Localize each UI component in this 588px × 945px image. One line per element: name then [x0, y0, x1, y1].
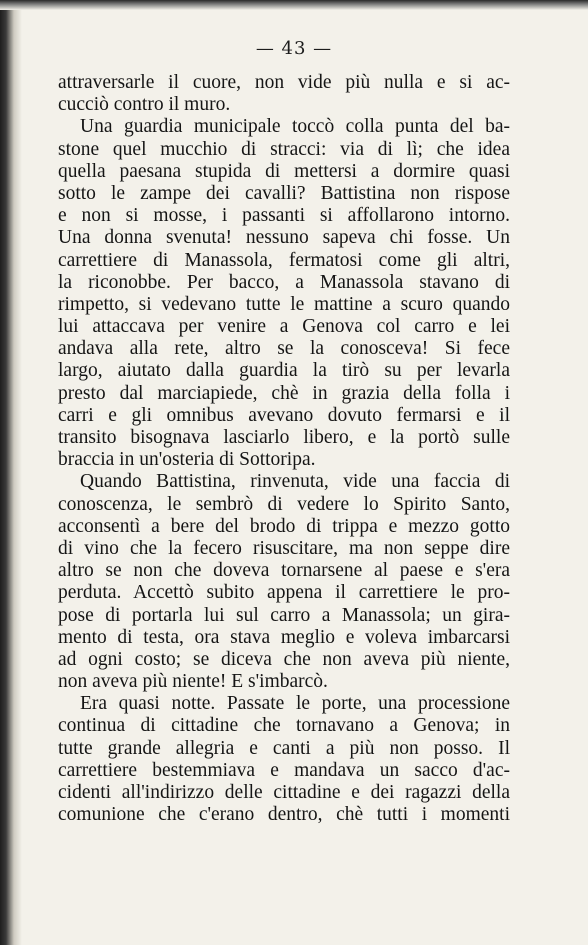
text-line: conoscenza, le sembrò di vedere lo Spirito Santo,	[58, 493, 510, 515]
text-line: carrettiere bestemmiava e mandava un sacco d'ac-	[58, 759, 510, 781]
text-line: quella paesana stupida di mettersi a dormire quasi	[58, 160, 510, 182]
text-line: rimpetto, si vedevano tutte le mattine a scuro quando	[58, 293, 510, 315]
text-line: cucciò contro il muro.	[58, 94, 231, 116]
text-line: continua di cittadine che tornavano a Genova; in	[58, 715, 510, 737]
text-line: comunione che c'erano dentro, chè tutti i momenti	[58, 804, 510, 826]
text-line: lui attaccava per venire a Genova col carro e lei	[58, 316, 510, 338]
text-line: non aveva più niente! E s'imbarcò.	[58, 671, 328, 693]
text-line: di vino che la fecero risuscitare, ma non seppe dire	[58, 537, 510, 559]
text-line: Quando Battistina, rinvenuta, vide una faccia di	[80, 471, 510, 493]
text-line: e non si mosse, i passanti si affollarono intorno.	[58, 205, 510, 227]
text-line: cidenti all'indirizzo delle cittadine e dei ragazzi della	[58, 782, 510, 803]
body-text	[58, 72, 510, 826]
text-line: braccia in un'osteria di Sottoripa.	[58, 449, 316, 471]
text-line: Una guardia municipale toccò colla punta del ba-	[80, 116, 510, 138]
text-line: altro se non che doveva tornarsene al paese e s'era	[58, 560, 510, 582]
page-number: — 43 —	[255, 38, 333, 59]
text-line: carrettiere di Manassola, fermatosi come gli altri,	[58, 249, 510, 271]
text-line: Una donna svenuta! nessuno sapeva chi fosse. Un	[58, 227, 510, 249]
text-line: largo, aiutato dalla guardia la tirò su per levarla	[58, 360, 510, 382]
text-line: attraversarle il cuore, non vide più nulla e si ac-	[58, 72, 510, 93]
text-line: transito bisognava lasciarlo libero, e la portò sulle	[58, 427, 510, 448]
text-line: la riconobbe. Per bacco, a Manassola stavano di	[58, 271, 510, 293]
text-line: tutte grande allegria e canti a più non posso. Il	[58, 737, 510, 759]
text-line: mento di testa, ora stava meglio e voleva imbarcarsi	[58, 626, 510, 648]
text-line: andava alla rete, altro se la conosceva! Si fece	[58, 338, 510, 360]
text-line: stone quel mucchio di stracci: via di lì; che idea	[58, 138, 510, 160]
text-line: pose di portarla lui sul carro a Manassola; un gira-	[58, 604, 510, 626]
text-line: perduta. Accettò subito appena il carrettiere le pro-	[58, 582, 510, 604]
text-line: sotto le zampe dei cavalli? Battistina non rispose	[58, 182, 510, 204]
text-line: acconsentì a bere del brodo di trippa e mezzo gotto	[58, 515, 510, 537]
text-line: carri e gli omnibus avevano dovuto fermarsi e il	[58, 404, 510, 426]
text-line: Era quasi notte. Passate le porte, una processione	[80, 693, 510, 715]
text-line: ad ogni costo; se diceva che non aveva più niente,	[58, 648, 510, 670]
text-line: presto dal marciapiede, chè in grazia della folla i	[58, 382, 510, 404]
page-top-shadow	[0, 0, 588, 10]
page-binding-shadow	[0, 0, 22, 945]
